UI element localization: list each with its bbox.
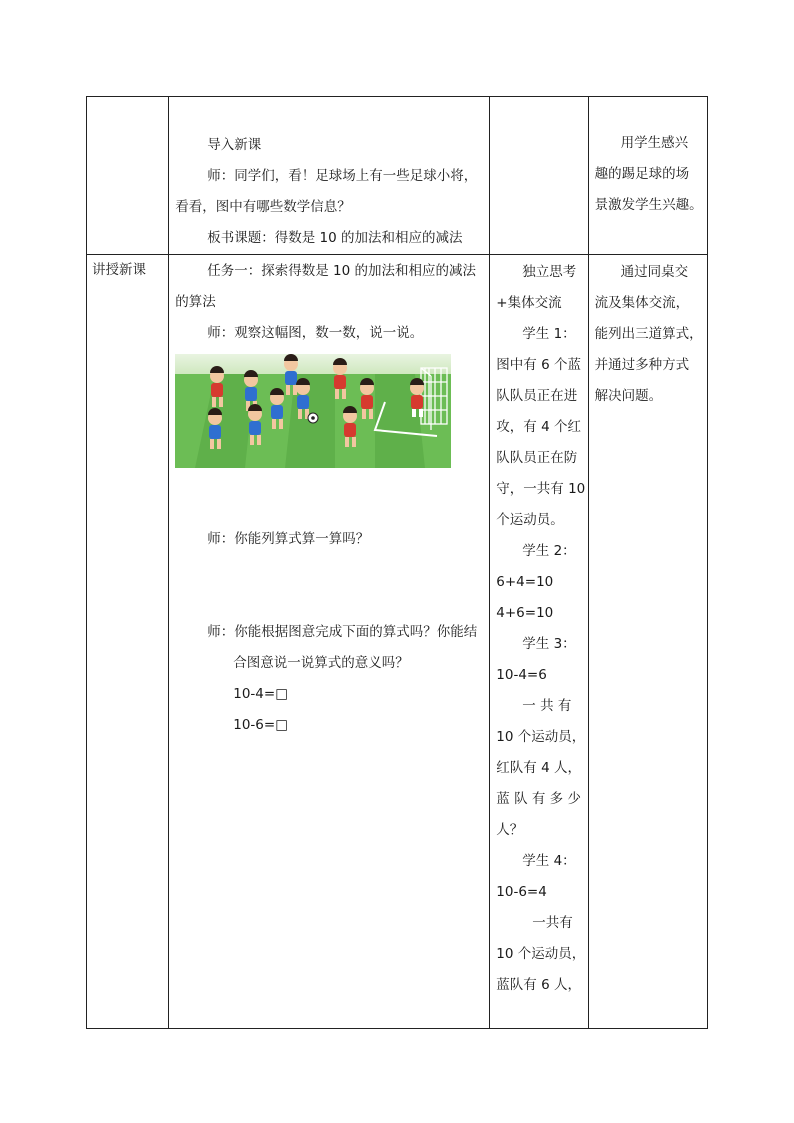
student-4-line: 一共有	[532, 915, 573, 931]
intro-row	[87, 97, 708, 255]
equation-1: 10-4=□	[233, 686, 288, 702]
student-3-label: 学生 3：	[522, 636, 576, 652]
student-2-label: 学生 2：	[522, 543, 576, 559]
student-2-line: 6+4=10	[496, 574, 554, 590]
new-lesson-design-note-cell	[588, 255, 707, 1029]
student-3-line: 红队有 4 人，	[496, 760, 581, 776]
student-3-line: 蓝 队 有 多 少	[496, 791, 581, 807]
intro-note-line-1: 用学生感兴	[620, 135, 689, 151]
student-4-line: 蓝队有 6 人，	[496, 977, 581, 993]
student-1-line: 图中有 6 个蓝	[496, 357, 581, 373]
observe-prompt: 师：观察这幅图，数一数，说一说。	[207, 325, 424, 341]
task-line-1: 任务一：探索得数是 10 的加法和相应的减法	[207, 263, 477, 279]
intro-teacher-line-1: 师：同学们，看！足球场上有一些足球小将，	[207, 168, 478, 184]
student-1-label: 学生 1：	[522, 326, 576, 342]
lesson-plan-table	[86, 96, 708, 1029]
student-activity-cell	[490, 255, 588, 1029]
new-lesson-label-cell	[87, 255, 169, 1029]
design-note-line: 解决问题。	[594, 388, 663, 404]
student-1-line: 队队员正在进	[496, 388, 578, 404]
soccer-ball	[308, 413, 318, 423]
student-2-line: 4+6=10	[496, 605, 554, 621]
intro-design-note-cell	[588, 97, 707, 255]
student-1-line: 守，一共有 10	[496, 481, 586, 497]
intro-teacher-line-2: 看看，图中有哪些数学信息？	[175, 199, 351, 215]
student-1-line: 队队员正在防	[496, 450, 578, 466]
intro-note-line-2: 趣的踢足球的场	[594, 166, 690, 182]
new-lesson-label: 讲授新课	[92, 262, 146, 278]
board-title: 板书课题：得数是 10 的加法和相应的减法	[207, 230, 463, 246]
student-3-line: 10 个运动员，	[496, 729, 586, 745]
student-3-line: 一 共 有	[522, 698, 572, 714]
task-line-2: 的算法	[175, 294, 216, 310]
equation-2: 10-6=□	[233, 717, 288, 733]
activity-mode-1: 独立思考	[522, 264, 577, 280]
list-equation-prompt: 师：你能列算式算一算吗？	[207, 531, 370, 547]
design-note-line: 流及集体交流，	[594, 295, 690, 311]
student-3-line: 人？	[496, 822, 524, 838]
intro-student-cell	[490, 97, 588, 255]
student-1-line: 攻，有 4 个红	[496, 419, 581, 435]
student-4-line: 10-6=4	[496, 884, 547, 900]
new-lesson-content-cell	[169, 255, 490, 1029]
intro-note-line-3: 景激发学生兴趣。	[594, 197, 703, 213]
intro-label-cell	[87, 97, 169, 255]
student-4-line: 10 个运动员，	[496, 946, 586, 962]
student-1-line: 个运动员。	[496, 512, 564, 528]
student-4-label: 学生 4：	[522, 853, 576, 869]
new-lesson-row	[87, 255, 708, 1029]
complete-prompt-line-1: 师：你能根据图意完成下面的算式吗？你能结	[207, 624, 478, 640]
student-3-line: 10-4=6	[496, 667, 547, 683]
complete-prompt-line-2: 合图意说一说算式的意义吗？	[233, 655, 409, 671]
design-note-line: 能列出三道算式，	[594, 326, 703, 342]
soccer-field-illustration	[175, 354, 451, 468]
intro-heading: 导入新课	[207, 137, 262, 153]
design-note-line: 并通过多种方式	[594, 357, 690, 373]
intro-content-cell	[169, 97, 490, 255]
design-note-line: 通过同桌交	[620, 264, 689, 280]
activity-mode-2: +集体交流	[496, 295, 562, 311]
